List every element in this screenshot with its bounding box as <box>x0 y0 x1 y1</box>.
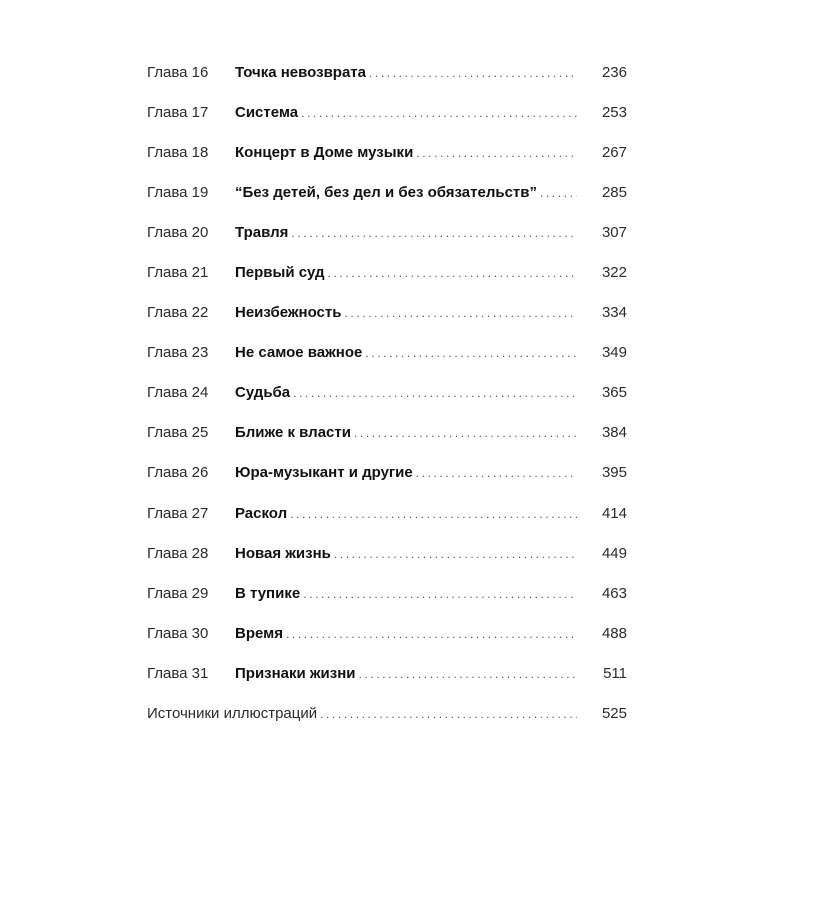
chapter-title: Время <box>235 624 283 642</box>
entry <box>235 506 597 521</box>
chapter-title: Юра-музыкант и другие <box>235 464 413 482</box>
toc-entry-chapter-18[interactable] <box>147 132 627 172</box>
page-number: 384 <box>601 424 627 442</box>
chapter-title: Точка невозврата <box>235 63 366 81</box>
toc-entry-chapter-28[interactable] <box>147 533 627 573</box>
chapter-label: Глава 23 <box>147 344 209 362</box>
page-number: 349 <box>601 344 627 362</box>
dot-leader <box>286 628 577 640</box>
page-number: 322 <box>601 264 627 282</box>
entry <box>235 465 597 480</box>
chapter-title: Первый суд <box>235 264 325 282</box>
chapter-title: Новая жизнь <box>235 544 331 562</box>
dot-leader <box>354 427 577 439</box>
entry <box>235 145 597 160</box>
chapter-label: Глава 19 <box>147 183 209 201</box>
dot-leader <box>334 548 577 560</box>
dot-leader <box>540 187 577 199</box>
dot-leader <box>328 267 577 279</box>
toc-entry-chapter-25[interactable] <box>147 413 627 453</box>
entry <box>235 546 597 561</box>
chapter-label: Глава 18 <box>147 143 209 161</box>
toc-entry-chapter-22[interactable] <box>147 293 627 333</box>
toc-entry-chapter-17[interactable] <box>147 92 627 132</box>
toc-entry-chapter-27[interactable] <box>147 493 627 533</box>
page-number: 525 <box>601 705 627 723</box>
entry <box>235 65 597 80</box>
page-number: 449 <box>601 544 627 562</box>
dot-leader <box>359 668 577 680</box>
sources-title: Источники иллюстраций <box>147 705 318 723</box>
chapter-label: Глава 31 <box>147 664 209 682</box>
dot-leader <box>290 508 577 520</box>
toc-entry-chapter-20[interactable] <box>147 212 627 252</box>
page-number: 463 <box>601 584 627 602</box>
entry <box>235 345 597 360</box>
chapter-label: Глава 27 <box>147 504 209 522</box>
chapter-label: Глава 25 <box>147 424 209 442</box>
page-number: 511 <box>603 664 627 682</box>
chapter-title: Неизбежность <box>235 304 342 322</box>
chapter-title: Система <box>235 103 299 121</box>
dot-leader <box>416 147 577 159</box>
chapter-title: Концерт в Доме музыки <box>235 143 414 161</box>
entry <box>235 265 597 280</box>
chapter-label: Глава 21 <box>147 264 209 282</box>
toc-entry-chapter-31[interactable] <box>147 653 627 693</box>
dot-leader <box>291 227 577 239</box>
dot-leader <box>293 387 577 399</box>
page-number: 414 <box>601 504 627 522</box>
entry <box>235 425 597 440</box>
toc-entry-chapter-30[interactable] <box>147 613 627 653</box>
toc-entry-chapter-19[interactable] <box>147 172 627 212</box>
entry <box>235 105 597 120</box>
table-of-contents <box>147 52 627 734</box>
chapter-title: Ближе к власти <box>235 424 351 442</box>
page-number: 285 <box>601 183 627 201</box>
chapter-title: Признаки жизни <box>235 664 356 682</box>
dot-leader <box>365 347 577 359</box>
page-number: 488 <box>601 624 627 642</box>
toc-entry-sources[interactable] <box>147 694 627 734</box>
entry <box>235 586 597 601</box>
toc-entry-chapter-23[interactable] <box>147 333 627 373</box>
chapter-label: Глава 28 <box>147 544 209 562</box>
dot-leader <box>303 588 577 600</box>
chapter-label: Глава 16 <box>147 63 209 81</box>
dot-leader <box>320 708 577 720</box>
entry <box>235 225 597 240</box>
dot-leader <box>301 107 577 119</box>
entry <box>235 185 597 200</box>
entry <box>235 626 597 641</box>
chapter-title: Раскол <box>235 504 288 522</box>
page-number: 307 <box>601 223 627 241</box>
page-number: 236 <box>601 63 627 81</box>
dot-leader <box>344 307 577 319</box>
chapter-title: Судьба <box>235 384 291 402</box>
toc-entry-chapter-29[interactable] <box>147 573 627 613</box>
page-number: 253 <box>601 103 627 121</box>
entry <box>147 706 597 721</box>
entry <box>235 385 597 400</box>
chapter-title: Не самое важное <box>235 344 363 362</box>
chapter-label: Глава 30 <box>147 624 209 642</box>
toc-entry-chapter-16[interactable] <box>147 52 627 92</box>
chapter-label: Глава 24 <box>147 384 209 402</box>
entry <box>235 666 597 681</box>
page-number: 334 <box>601 304 627 322</box>
chapter-label: Глава 26 <box>147 464 209 482</box>
chapter-label: Глава 22 <box>147 304 209 322</box>
chapter-title: В тупике <box>235 584 301 602</box>
toc-entry-chapter-26[interactable] <box>147 453 627 493</box>
chapter-title: Травля <box>235 223 289 241</box>
page-number: 365 <box>601 384 627 402</box>
chapter-label: Глава 20 <box>147 223 209 241</box>
chapter-title: “Без детей, без дел и без обязательств” <box>235 183 537 201</box>
chapter-label: Глава 17 <box>147 103 209 121</box>
dot-leader <box>369 67 577 79</box>
page-number: 267 <box>601 143 627 161</box>
dot-leader <box>416 467 577 479</box>
toc-entry-chapter-21[interactable] <box>147 252 627 292</box>
toc-entry-chapter-24[interactable] <box>147 373 627 413</box>
chapter-label: Глава 29 <box>147 584 209 602</box>
page-number: 395 <box>601 464 627 482</box>
entry <box>235 305 597 320</box>
